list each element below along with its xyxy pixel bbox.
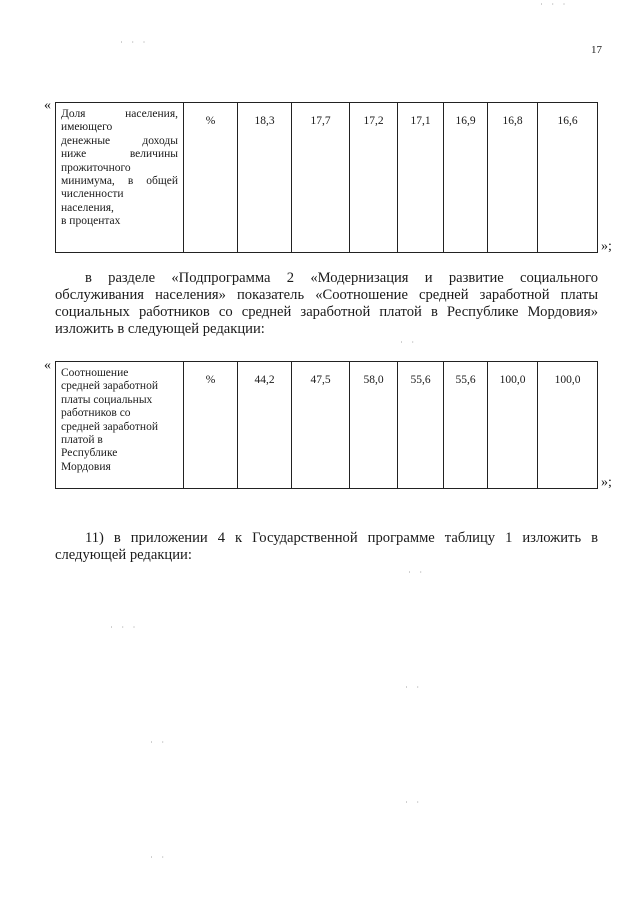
value-cell: 16,6 xyxy=(538,103,598,253)
value-cell: 100,0 xyxy=(538,362,598,489)
value-cell: 58,0 xyxy=(350,362,398,489)
label-line: ниже величины xyxy=(61,148,178,161)
value-cell: 18,3 xyxy=(238,103,292,253)
scan-speck: ˙ ˙ ˙ xyxy=(120,40,149,50)
paragraph-line: в разделе «Подпрограмма 2 «Модернизация и развитие социального xyxy=(85,270,598,286)
paragraph-line: 11) в приложении 4 к Государственной программе таблицу 1 изложить в xyxy=(85,530,598,546)
label-line: платой в xyxy=(61,434,103,447)
label-line: имеющего xyxy=(61,121,113,134)
paragraph-line: обслуживания населения» показатель «Соотношение средней заработной платы xyxy=(55,287,598,303)
indicator-label xyxy=(56,103,184,253)
label-line: населения, xyxy=(61,201,114,214)
label-line: численности xyxy=(61,188,124,201)
label-line: средней заработной xyxy=(61,380,158,393)
value-cell: 47,5 xyxy=(292,362,350,489)
value-cell: 55,6 xyxy=(398,362,444,489)
label-line: Мордовия xyxy=(61,460,111,473)
value-cell: 17,1 xyxy=(398,103,444,253)
scan-speck: ˙ ˙ xyxy=(405,685,423,695)
table2-quote-close: »; xyxy=(601,475,612,490)
scan-speck: ˙ ˙ xyxy=(150,855,168,865)
paragraph-line: изложить в следующей редакции: xyxy=(55,321,265,337)
table-salary-ratio xyxy=(55,361,598,489)
value-cell: 44,2 xyxy=(238,362,292,489)
label-line: минимума, в общей xyxy=(61,175,178,188)
scan-speck: ˙ ˙ ˙ xyxy=(110,625,139,635)
paragraph-line: следующей редакции: xyxy=(55,547,192,563)
unit-cell: % xyxy=(184,362,238,489)
label-line: прожиточного xyxy=(61,161,131,174)
label-line: Республике xyxy=(61,447,118,460)
scan-speck: ˙ ˙ xyxy=(408,570,426,580)
value-cell: 100,0 xyxy=(488,362,538,489)
label-line: Соотношение xyxy=(61,367,129,379)
paragraph-line: социальных работников со средней заработной платой в Республике Мордовия» xyxy=(55,304,598,320)
unit-cell: % xyxy=(184,103,238,253)
label-line: средней заработной xyxy=(61,420,158,433)
label-line: денежные доходы xyxy=(61,134,178,147)
table2-quote-open: « xyxy=(44,358,51,373)
scan-speck: ˙ ˙ xyxy=(400,340,418,350)
value-cell: 17,2 xyxy=(350,103,398,253)
value-cell: 16,9 xyxy=(444,103,488,253)
paragraph-section-change xyxy=(55,270,598,338)
scan-speck: ˙ ˙ xyxy=(405,800,423,810)
label-line: платы социальных xyxy=(61,393,153,406)
value-cell: 16,8 xyxy=(488,103,538,253)
value-cell: 55,6 xyxy=(444,362,488,489)
table1-quote-close: »; xyxy=(601,239,612,254)
paragraph-appendix-change xyxy=(55,530,598,564)
scan-speck: ˙ ˙ ˙ xyxy=(540,2,569,12)
label-line: Доля населения, xyxy=(61,108,178,120)
value-cell: 17,7 xyxy=(292,103,350,253)
page-number: 17 xyxy=(591,44,602,56)
table1-quote-open: « xyxy=(44,98,51,113)
table-row xyxy=(56,362,598,489)
label-line: работников со xyxy=(61,407,131,420)
label-line: в процентах xyxy=(61,215,121,228)
indicator-label xyxy=(56,362,184,489)
scan-speck: ˙ ˙ xyxy=(150,740,168,750)
table-row xyxy=(56,103,598,253)
table-poverty-share xyxy=(55,102,598,253)
